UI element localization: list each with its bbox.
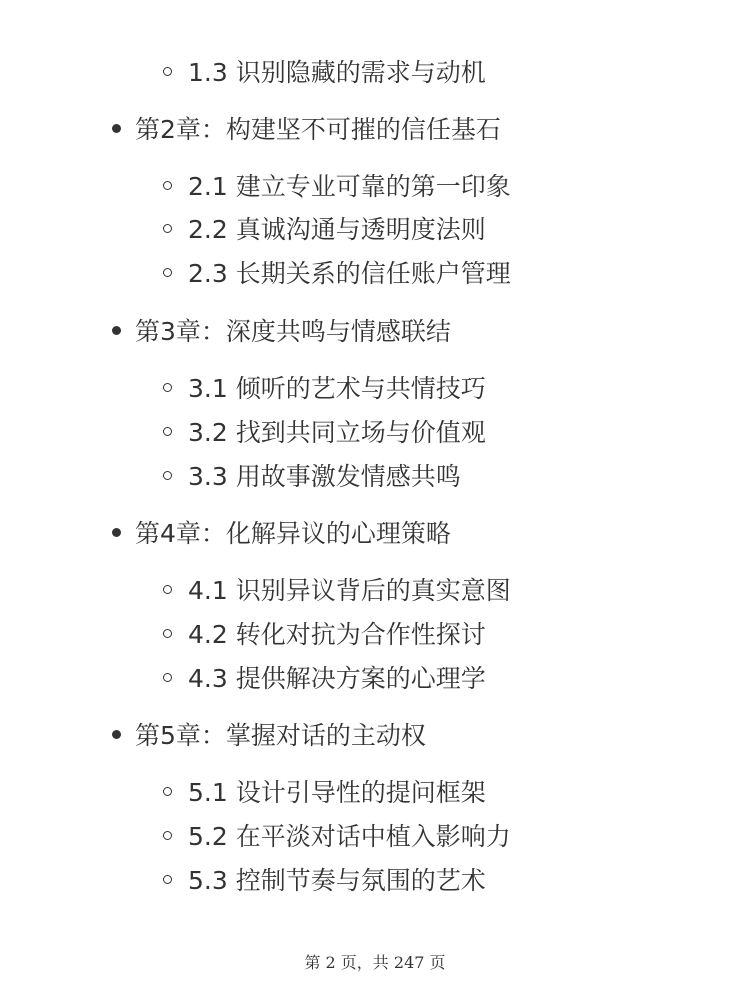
outline-item-text: 3.1 倾听的艺术与共情技巧 (188, 374, 486, 403)
outline-section-item (163, 613, 486, 653)
hollow-circle-bullet-icon (163, 181, 172, 190)
outline-item-text: 第4章：化解异议的心理策略 (135, 519, 451, 548)
outline-item-text: 5.1 设计引导性的提问框架 (188, 778, 486, 807)
outline-section-item (163, 367, 486, 407)
hollow-circle-bullet-icon (163, 268, 172, 277)
hollow-circle-bullet-icon (163, 787, 172, 796)
outline-item-text: 2.3 长期关系的信任账户管理 (188, 259, 511, 288)
hollow-circle-bullet-icon (163, 471, 172, 480)
hollow-circle-bullet-icon (163, 673, 172, 682)
outline-chapter-item (112, 108, 501, 148)
outline-item-text: 3.2 找到共同立场与价值观 (188, 418, 486, 447)
outline-item-text: 2.1 建立专业可靠的第一印象 (188, 172, 511, 201)
filled-circle-bullet-icon (112, 326, 121, 335)
outline-section-item (163, 208, 486, 248)
outline-section-item (163, 455, 461, 495)
outline-item-text: 3.3 用故事激发情感共鸣 (188, 462, 461, 491)
page-number-footer: 第 2 页，共 247 页 (304, 953, 446, 972)
hollow-circle-bullet-icon (163, 224, 172, 233)
outline-item-text: 4.2 转化对抗为合作性探讨 (188, 620, 486, 649)
outline-item-text: 4.1 识别异议背后的真实意图 (188, 576, 511, 605)
outline-section-item (163, 815, 511, 855)
outline-item-text: 4.3 提供解决方案的心理学 (188, 664, 486, 693)
filled-circle-bullet-icon (112, 528, 121, 537)
hollow-circle-bullet-icon (163, 629, 172, 638)
outline-item-text: 第3章：深度共鸣与情感联结 (135, 317, 451, 346)
hollow-circle-bullet-icon (163, 383, 172, 392)
outline-section-item (163, 51, 486, 91)
outline-item-text: 第2章：构建坚不可摧的信任基石 (135, 115, 501, 144)
hollow-circle-bullet-icon (163, 875, 172, 884)
hollow-circle-bullet-icon (163, 427, 172, 436)
outline-section-item (163, 859, 486, 899)
outline-section-item (163, 569, 511, 609)
outline-item-text: 5.2 在平淡对话中植入影响力 (188, 822, 511, 851)
outline-chapter-item (112, 714, 426, 754)
outline-section-item (163, 165, 511, 205)
outline-section-item (163, 771, 486, 811)
outline-chapter-item (112, 512, 451, 552)
hollow-circle-bullet-icon (163, 831, 172, 840)
outline-item-text: 1.3 识别隐藏的需求与动机 (188, 58, 486, 87)
outline-section-item (163, 411, 486, 451)
outline-section-item (163, 657, 486, 697)
filled-circle-bullet-icon (112, 124, 121, 133)
filled-circle-bullet-icon (112, 730, 121, 739)
outline-item-text: 第5章：掌握对话的主动权 (135, 721, 426, 750)
hollow-circle-bullet-icon (163, 585, 172, 594)
hollow-circle-bullet-icon (163, 67, 172, 76)
outline-chapter-item (112, 310, 451, 350)
outline-item-text: 5.3 控制节奏与氛围的艺术 (188, 866, 486, 895)
outline-section-item (163, 252, 511, 292)
outline-item-text: 2.2 真诚沟通与透明度法则 (188, 215, 486, 244)
